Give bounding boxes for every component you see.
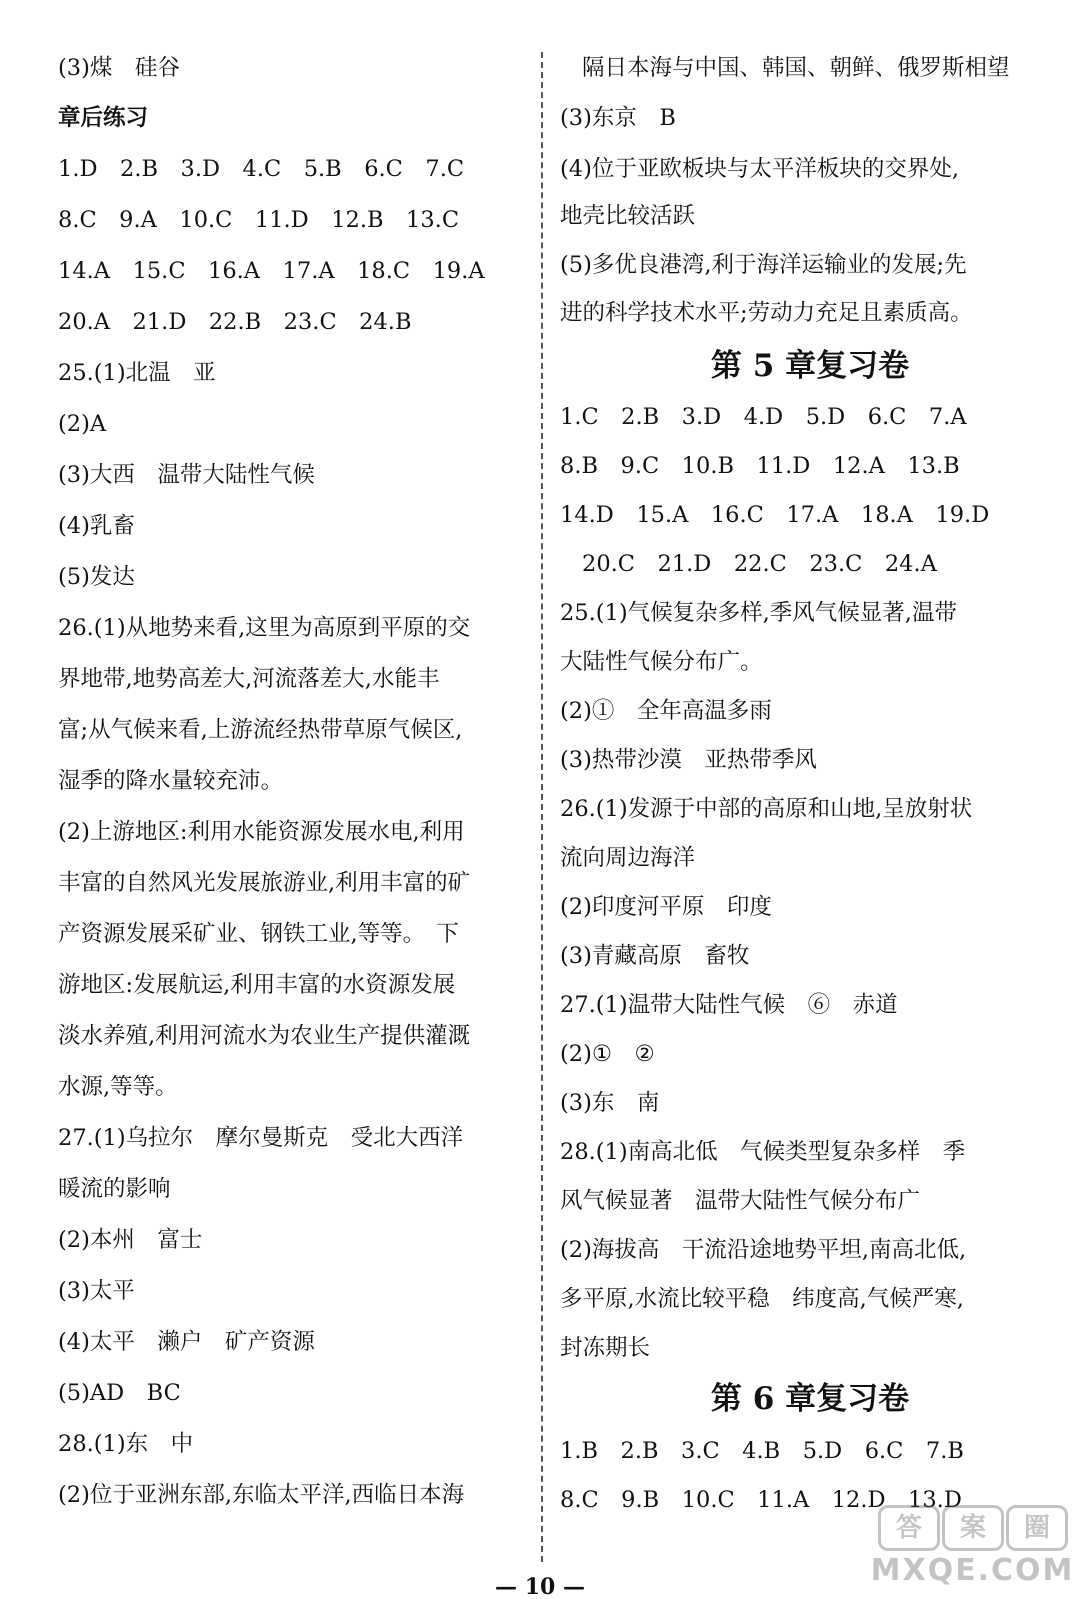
answer-line: 26.(1)发源于中部的高原和山地,呈放射状 [560,796,973,822]
answer-line: (4)位于亚欧板块与太平洋板块的交界处, [560,156,960,182]
answer-line: 25.(1)北温 亚 [58,360,216,386]
page-number: — 10 — [495,1575,585,1599]
answer-line: 湿季的降水量较充沛。 [58,768,284,794]
answer-line: 暖流的影响 [58,1176,171,1202]
watermark-site: MXQE.COM [870,1553,1075,1588]
answer-line: 20.A 21.D 22.B 23.C 24.B [58,309,412,335]
answer-line: 丰富的自然风光发展旅游业,利用丰富的矿 [58,870,471,896]
watermark-seal [878,1505,1068,1549]
answer-line: 富;从气候来看,上游流经热带草原气候区, [58,717,463,743]
answer-line: 27.(1)乌拉尔 摩尔曼斯克 受北大西洋 [58,1125,464,1151]
answer-line: 地壳比较活跃 [560,203,696,229]
answer-line: 1.D 2.B 3.D 4.C 5.B 6.C 7.C [58,156,465,182]
watermark-logo [870,1505,1075,1595]
answer-line: 淡水养殖,利用河流水为农业生产提供灌溉 [58,1023,471,1049]
answer-line: (5)发达 [58,564,135,590]
answer-line: (3)东京 B [560,105,676,131]
answer-line: (3)热带沙漠 亚热带季风 [560,747,817,773]
answer-line: 封冻期长 [560,1335,651,1361]
watermark-seal-char: 案 [942,1505,1004,1551]
answer-line: 流向周边海洋 [560,845,696,871]
answer-line: 进的科学技术水平;劳动力充足且素质高。 [560,300,973,326]
chapter-6-title: 第 6 章复习卷 [710,1381,910,1417]
column-divider [541,52,543,1562]
answer-line: (4)乳畜 [58,513,135,539]
chapter-5-title: 第 5 章复习卷 [710,348,910,384]
answer-line: (2)① 全年高温多雨 [560,698,772,724]
answer-line: 8.C 9.B 10.C 11.A 12.D 13.D [560,1487,962,1513]
answer-line: 界地带,地势高差大,河流落差大,水能丰 [58,666,440,692]
answer-line: 27.(1)温带大陆性气候 ⑥ 赤道 [560,992,898,1018]
answer-line: (3)太平 [58,1278,135,1304]
answer-line: (2)位于亚洲东部,东临太平洋,西临日本海 [58,1482,465,1508]
answer-line: (2)海拔高 干流沿途地势平坦,南高北低, [560,1237,967,1263]
answer-line: 产资源发展采矿业、钢铁工业,等等。 下 [58,921,459,947]
answer-line: (3)青藏高原 畜牧 [560,943,750,969]
answer-line: 8.B 9.C 10.B 11.D 12.A 13.B [560,453,960,479]
answer-line: (2)① ② [560,1041,655,1067]
watermark-seal-char: 答 [878,1505,940,1551]
answer-line: (5)多优良港湾,利于海洋运输业的发展;先 [560,252,967,278]
answer-line: 1.C 2.B 3.D 4.D 5.D 6.C 7.A [560,404,967,430]
answer-line: (2)A [58,411,107,437]
answer-line: (5)AD BC [58,1380,181,1406]
answer-line: 8.C 9.A 10.C 11.D 12.B 13.C [58,207,460,233]
answer-line: 28.(1)东 中 [58,1431,194,1457]
answer-line: (2)上游地区:利用水能资源发展水电,利用 [58,819,465,845]
answer-line: 14.A 15.C 16.A 17.A 18.C 19.A [58,258,485,284]
answer-line: (2)印度河平原 印度 [560,894,772,920]
answer-line: 水源,等等。 [58,1074,178,1100]
answer-line: 28.(1)南高北低 气候类型复杂多样 季 [560,1139,966,1165]
answer-line: 1.B 2.B 3.C 4.B 5.D 6.C 7.B [560,1438,964,1464]
answer-line: 14.D 15.A 16.C 17.A 18.A 19.D [560,502,990,528]
answer-line: (2)本州 富士 [58,1227,203,1253]
answer-line: (3)大西 温带大陆性气候 [58,462,315,488]
answer-line: 20.C 21.D 22.C 23.C 24.A [582,551,937,577]
answer-line: (3)煤 硅谷 [58,55,180,81]
answer-line: 多平原,水流比较平稳 纬度高,气候严寒, [560,1286,964,1312]
answer-line: 游地区:发展航运,利用丰富的水资源发展 [58,972,456,998]
answer-line: 25.(1)气候复杂多样,季风气候显著,温带 [560,600,957,626]
answer-line: 大陆性气候分布广。 [560,649,763,675]
answer-line: (3)东 南 [560,1090,660,1116]
answer-line: 26.(1)从地势来看,这里为高原到平原的交 [58,615,471,641]
answer-line: (4)太平 濑户 矿产资源 [58,1329,315,1355]
watermark-seal-char: 圈 [1006,1505,1068,1551]
answer-line: 隔日本海与中国、韩国、朝鲜、俄罗斯相望 [582,55,1010,81]
section-heading: 章后练习 [58,105,149,131]
answer-line: 风气候显著 温带大陆性气候分布广 [560,1188,921,1214]
